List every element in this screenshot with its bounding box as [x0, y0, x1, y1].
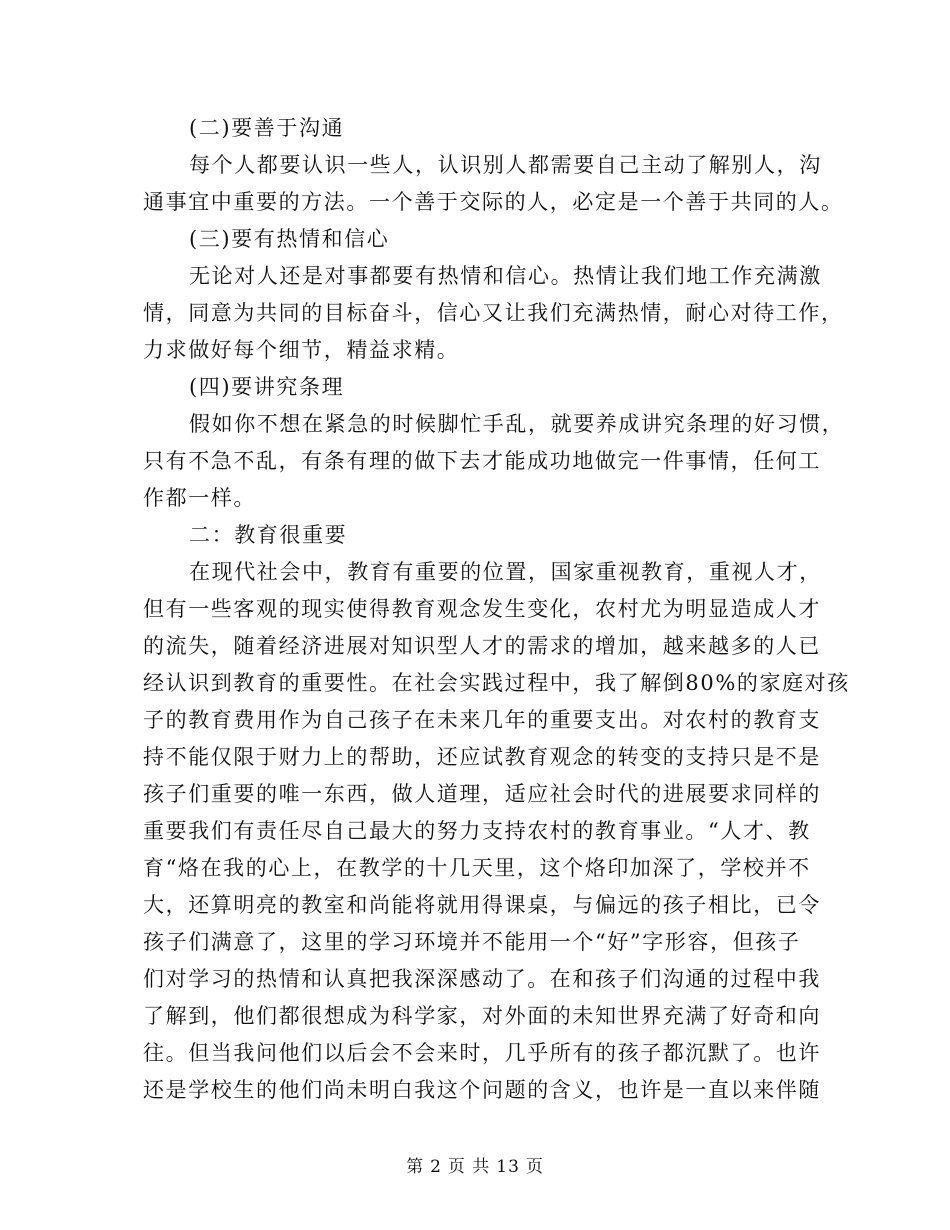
page-footer — [0, 1152, 950, 1177]
paragraph-line: 假如你不想在紧急的时候脚忙手乱，就要养成讲究条理的好习惯， — [189, 412, 845, 436]
page-number: 2 — [430, 1157, 442, 1177]
paragraph-line: 力求做好每个细节，精益求精。 — [143, 338, 460, 362]
paragraph-line: 在现代社会中，教育有重要的位置，国家重视教育，重视人才， — [189, 560, 822, 584]
heading-passion-confidence: (三)要有热情和信心 — [189, 227, 390, 251]
paragraph-line: 了解到，他们都很想成为科学家，对外面的未知世界充满了好奇和向 — [143, 1004, 821, 1028]
paragraph-line: 情，同意为共同的目标奋斗，信心又让我们充满热情，耐心对待工作， — [143, 301, 844, 325]
paragraph-line: 持不能仅限于财力上的帮助，还应试教育观念的转变的支持只是不是 — [143, 745, 821, 769]
heading-communication: (二)要善于沟通 — [189, 116, 345, 140]
paragraph-line: 只有不急不乱，有条有理的做下去才能成功地做完一件事情，任何工 — [143, 449, 821, 473]
paragraph-line: 但有一些客观的现实使得教育观念发生变化，农村尤为明显造成人才 — [143, 597, 821, 621]
heading-education: 二：教育很重要 — [189, 523, 348, 547]
paragraph-line: 孩子们重要的唯一东西，做人道理，适应社会时代的进展要求同样的 — [143, 782, 821, 806]
page-middle: 页 共 — [447, 1157, 491, 1177]
paragraph-line: 们对学习的热情和认真把我深深感动了。在和孩子们沟通的过程中我 — [143, 967, 821, 991]
paragraph-line: 通事宜中重要的方法。一个善于交际的人，必定是一个善于共同的人。 — [143, 190, 844, 214]
heading-orderliness: (四)要讲究条理 — [189, 375, 345, 399]
paragraph-line: 育“烙在我的心上，在教学的十几天里，这个烙印加深了，学校并不 — [143, 856, 811, 880]
total-pages: 13 — [496, 1157, 520, 1177]
paragraph-line: 的流失，随着经济进展对知识型人才的需求的增加，越来越多的人已 — [143, 634, 821, 658]
paragraph-line: 孩子们满意了，这里的学习环境并不能用一个“好”字形容，但孩子 — [143, 930, 801, 954]
paragraph-line: 子的教育费用作为自己孩子在未来几年的重要支出。对农村的教育支 — [143, 708, 821, 732]
paragraph-line: 还是学校生的他们尚未明白我这个问题的含义，也许是一直以来伴随 — [143, 1078, 821, 1102]
paragraph-line: 每个人都要认识一些人，认识别人都需要自己主动了解别人，沟 — [189, 153, 822, 177]
page-prefix: 第 — [406, 1157, 425, 1177]
paragraph-line: 无论对人还是对事都要有热情和信心。热情让我们地工作充满激 — [189, 264, 822, 288]
paragraph-line: 经认识到教育的重要性。在社会实践过程中，我了解倒80%的家庭对孩 — [143, 671, 850, 695]
paragraph-line: 往。但当我问他们以后会不会来时，几乎所有的孩子都沉默了。也许 — [143, 1041, 821, 1065]
paragraph-line: 重要我们有责任尽自己最大的努力支持农村的教育事业。“人才、教 — [143, 819, 811, 843]
paragraph-line: 作都一样。 — [143, 486, 256, 510]
paragraph-line: 大，还算明亮的教室和尚能将就用得课桌，与偏远的孩子相比，已令 — [143, 893, 821, 917]
page-suffix: 页 — [525, 1157, 544, 1177]
